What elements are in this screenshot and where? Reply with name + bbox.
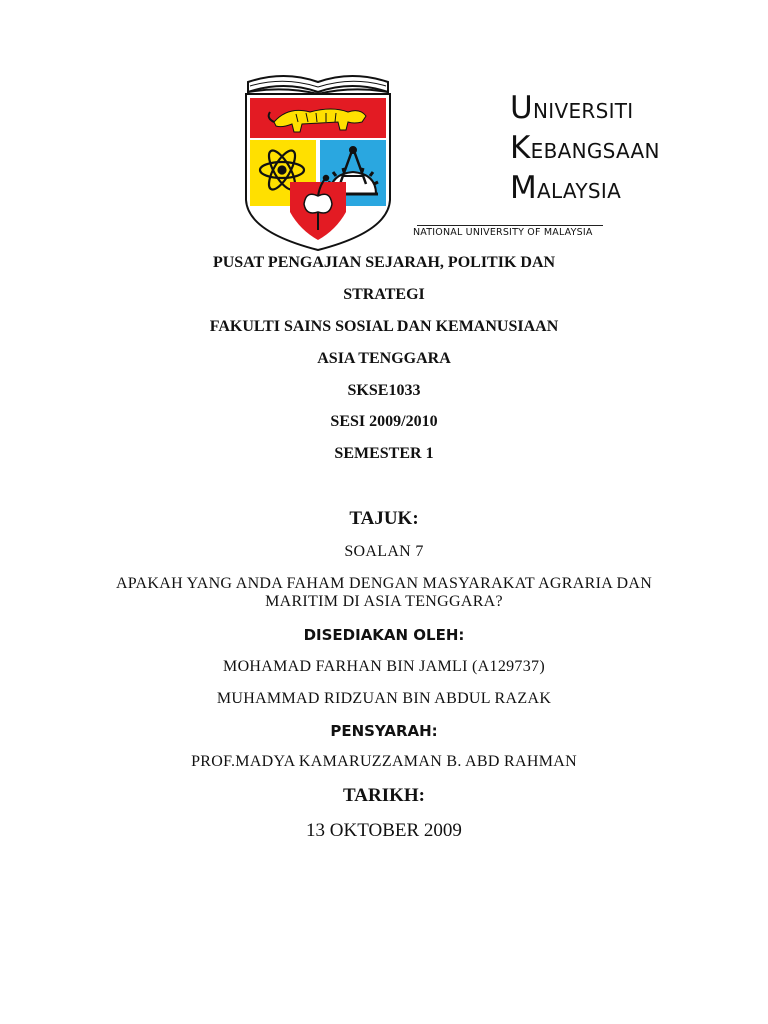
course-code: SKSE1033 xyxy=(347,382,421,399)
date-value: 13 OKTOBER 2009 xyxy=(306,820,462,841)
school-name-line-1: PUSAT PENGAJIAN SEJARAH, POLITIK DAN xyxy=(212,254,556,271)
divider-rule xyxy=(417,225,603,226)
university-name-line-3: MALAYSIA xyxy=(510,170,622,206)
title-label: TAJUK: xyxy=(349,508,419,529)
question-text: APAKAH YANG ANDA FAHAM DENGAN MASYARAKAT AGRARIA DAN MARITIM DI ASIA TENGGARA? xyxy=(115,575,653,610)
author-2: MUHAMMAD RIDZUAN BIN ABDUL RAZAK xyxy=(216,690,552,707)
faculty-name: FAKULTI SAINS SOSIAL DAN KEMANUSIAAN xyxy=(209,318,559,335)
lecturer-name: PROF.MADYA KAMARUZZAMAN B. ABD RAHMAN xyxy=(191,753,577,770)
university-name-line-1: UNIVERSITI xyxy=(510,90,634,126)
lecturer-label: PENSYARAH: xyxy=(330,722,438,740)
university-name xyxy=(510,88,660,208)
date-label: TARIKH: xyxy=(343,785,425,806)
prepared-by-label: DISEDIAKAN OLEH: xyxy=(303,626,465,644)
session: SESI 2009/2010 xyxy=(330,413,438,430)
book-icon xyxy=(248,76,388,94)
ukm-crest-logo xyxy=(236,72,400,254)
university-name-line-2: KEBANGSAAN xyxy=(510,130,660,166)
course-title: ASIA TENGGARA xyxy=(317,350,451,367)
university-tagline: NATIONAL UNIVERSITY OF MALAYSIA xyxy=(413,227,593,238)
school-name-line-2: STRATEGI xyxy=(343,286,425,303)
author-1: MOHAMAD FARHAN BIN JAMLI (A129737) xyxy=(223,658,545,675)
semester: SEMESTER 1 xyxy=(334,445,434,462)
question-number: SOALAN 7 xyxy=(344,543,424,560)
